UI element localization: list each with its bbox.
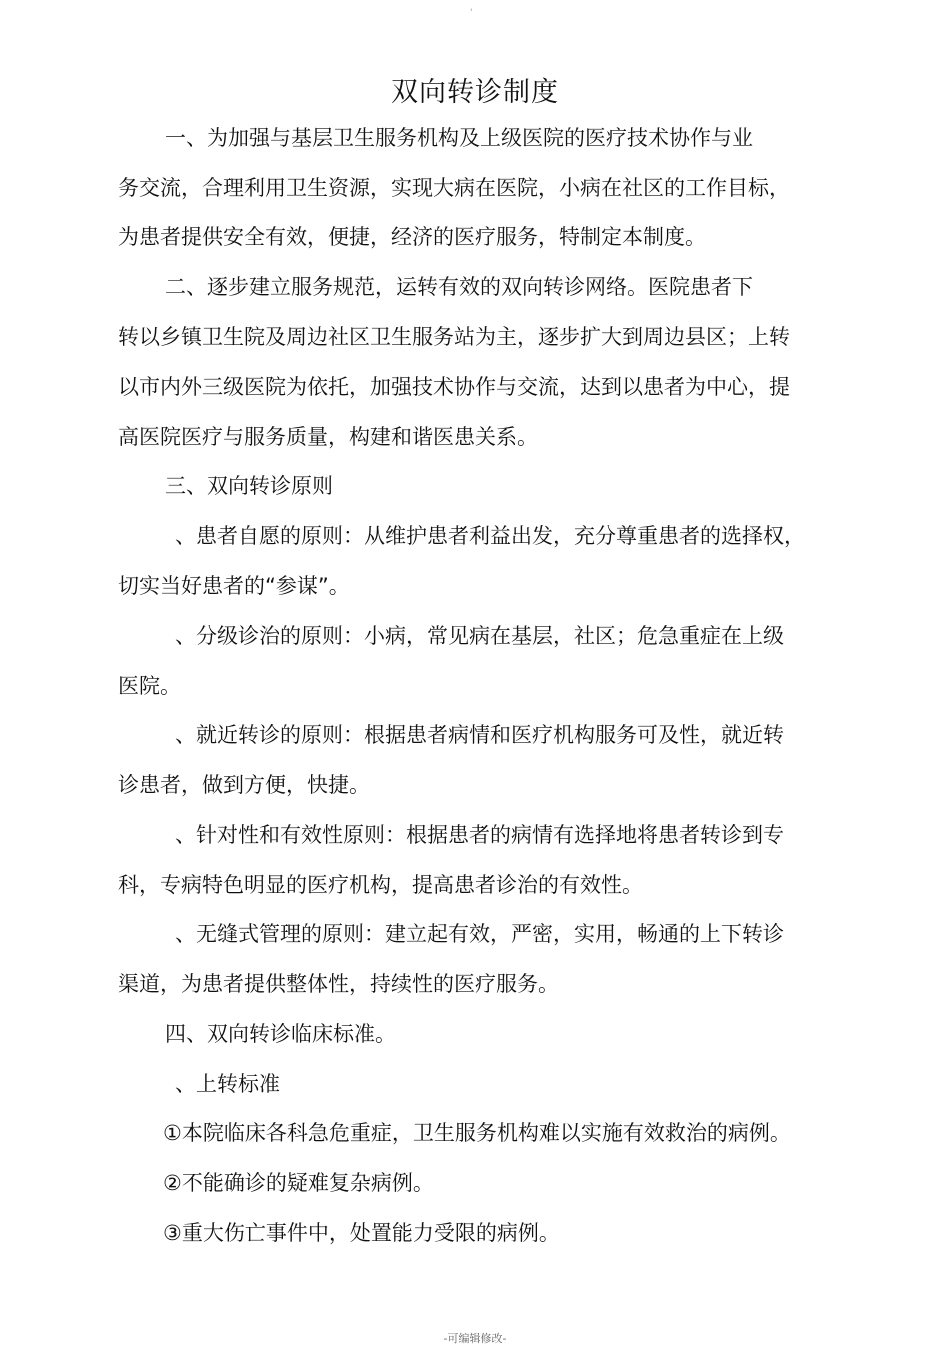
paragraph-line: 二、逐步建立服务规范，运转有效的双向转诊网络。医院患者下: [165, 275, 753, 299]
section-heading: 四、双向转诊临床标准。: [165, 1022, 396, 1046]
paragraph-line: 医院。: [118, 674, 181, 698]
paragraph-line: 务交流，合理利用卫生资源，实现大病在医院，小病在社区的工作目标，: [118, 176, 790, 200]
list-item: ①本院临床各科急危重症，卫生服务机构难以实施有效救治的病例。: [163, 1121, 791, 1145]
section-heading: 三、双向转诊原则: [165, 474, 333, 498]
list-item: ②不能确诊的疑难复杂病例。: [163, 1171, 434, 1195]
header-mark: ': [470, 8, 473, 18]
paragraph-line: 高医院医疗与服务质量，构建和谐医患关系。: [118, 425, 538, 449]
paragraph-line: 一、为加强与基层卫生服务机构及上级医院的医疗技术协作与业: [165, 126, 753, 150]
paragraph-line: 诊患者，做到方便，快捷。: [118, 773, 370, 797]
paragraph-line: 以市内外三级医院为依托，加强技术协作与交流，达到以患者为中心，提: [118, 375, 790, 399]
footer-note: -可编辑修改-: [443, 1332, 507, 1345]
paragraph-line: 、就近转诊的原则：根据患者病情和医疗机构服务可及性，就近转: [175, 723, 784, 747]
paragraph-line: 、针对性和有效性原则：根据患者的病情有选择地将患者转诊到专: [175, 823, 784, 847]
paragraph-line: 、无缝式管理的原则：建立起有效，严密，实用，畅通的上下转诊: [175, 922, 784, 946]
subsection-heading: 、上转标准: [175, 1072, 280, 1096]
list-item: ③重大伤亡事件中，处置能力受限的病例。: [163, 1221, 560, 1245]
paragraph-line: 为患者提供安全有效，便捷，经济的医疗服务，特制定本制度。: [118, 225, 706, 249]
paragraph-line: 、患者自愿的原则：从维护患者利益出发，充分尊重患者的选择权，: [175, 524, 805, 548]
paragraph-line: 、分级诊治的原则：小病，常见病在基层，社区；危急重症在上级: [175, 624, 784, 648]
document-title: 双向转诊制度: [391, 77, 559, 108]
paragraph-line: 转以乡镇卫生院及周边社区卫生服务站为主，逐步扩大到周边县区；上转: [118, 325, 790, 349]
paragraph-line: 切实当好患者的“参谋”。: [118, 574, 350, 598]
paragraph-line: 科，专病特色明显的医疗机构，提高患者诊治的有效性。: [118, 873, 643, 897]
paragraph-line: 渠道，为患者提供整体性，持续性的医疗服务。: [118, 972, 559, 996]
